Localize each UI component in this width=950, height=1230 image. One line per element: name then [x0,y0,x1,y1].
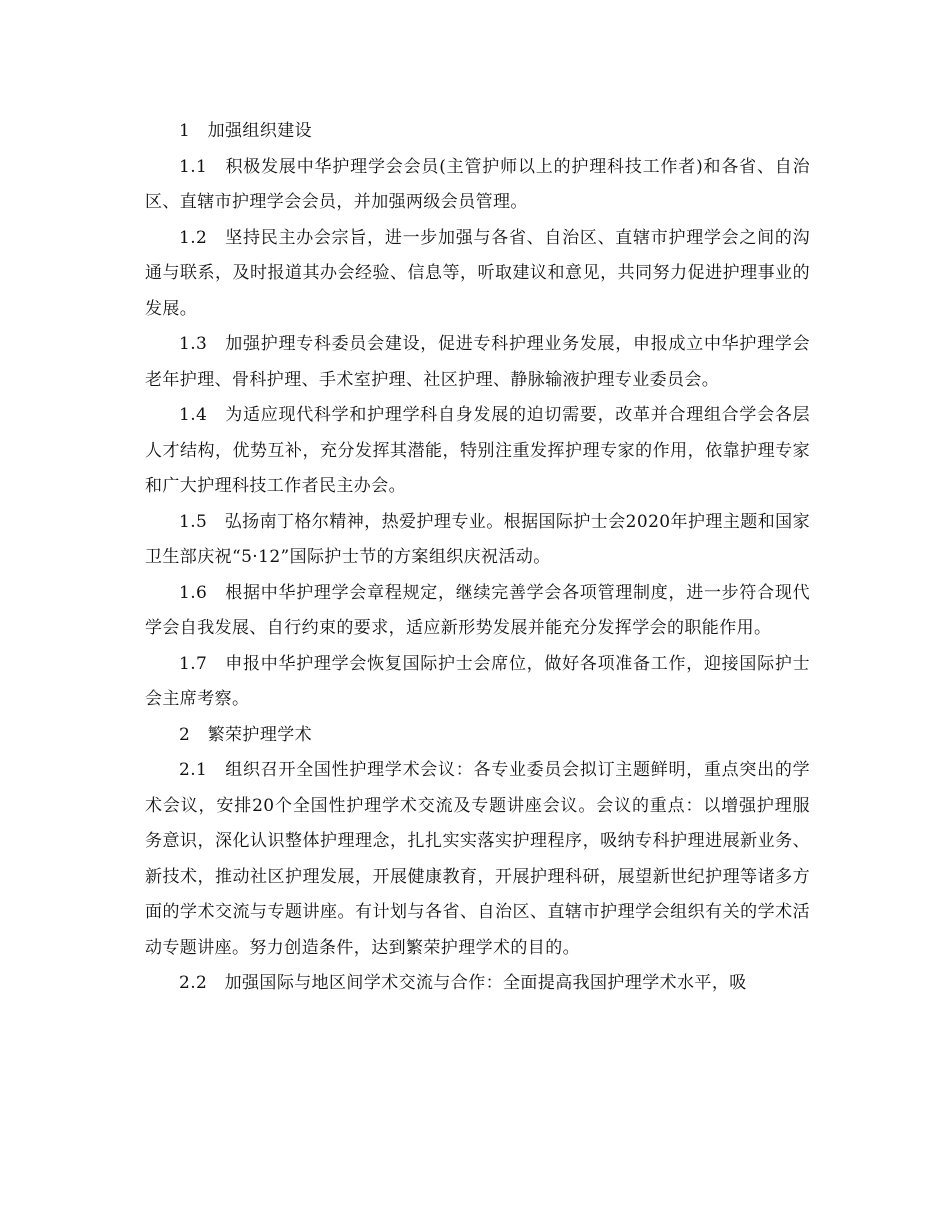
document-page [145,114,810,1002]
paragraph: 1.2 坚持民主办会宗旨，进一步加强与各省、自治区、直辖市护理学会之间的沟通与联系，及时报道其办会经验、信息等，听取建议和意见，共同努力促进护理事业的发展。 [145,227,810,319]
paragraph: 1.5 弘扬南丁格尔精神，热爱护理专业。根据国际护士会2020年护理主题和国家卫生部庆祝“5·12”国际护士节的方案组织庆祝活动。 [145,511,810,567]
paragraph: 2.1 组织召开全国性护理学术会议：各专业委员会拟订主题鲜明，重点突出的学术会议，安排20个全国性护理学术交流及专题讲座会议。会议的重点：以增强护理服务意识，深化认识整体护理理念，扎扎实实落实护理程序，吸纳专科护理进展新业务、新技术，推动社区护理发展，开展健康教育，开展护理科研，展望新世纪护理等诸多方面的学术交流与专题讲座。有计划与各省、自治区、直辖市护理学会组织有关的学术活动专题讲座。努力创造条件，达到繁荣护理学术的目的。 [145,760,810,958]
paragraph: 1.1 积极发展中华护理学会会员(主管护师以上的护理科技工作者)和各省、自治区、直辖市护理学会会员，并加强两级会员管理。 [145,156,810,212]
paragraph: 1.6 根据中华护理学会章程规定，继续完善学会各项管理制度，进一步符合现代学会自我发展、自行约束的要求，适应新形势发展并能充分发挥学会的职能作用。 [145,582,810,638]
paragraph: 1.7 申报中华护理学会恢复国际护士会席位，做好各项准备工作，迎接国际护士会主席考察。 [145,653,810,709]
paragraph: 1.4 为适应现代科学和护理学科自身发展的迫切需要，改革并合理组合学会各层人才结构，优势互补，充分发挥其潜能，特别注重发挥护理专家的作用，依靠护理专家和广大护理科技工作者民主办会。 [145,405,810,496]
section-heading: 2 繁荣护理学术 [179,724,313,745]
paragraph: 1.3 加强护理专科委员会建设，促进专科护理业务发展，申报成立中华护理学会老年护理、骨科护理、手术室护理、社区护理、静脉输液护理专业委员会。 [145,334,810,390]
paragraph: 2.2 加强国际与地区间学术交流与合作：全面提高我国护理学术水平，吸 [179,973,747,993]
section-heading: 1 加强组织建设 [179,121,313,141]
